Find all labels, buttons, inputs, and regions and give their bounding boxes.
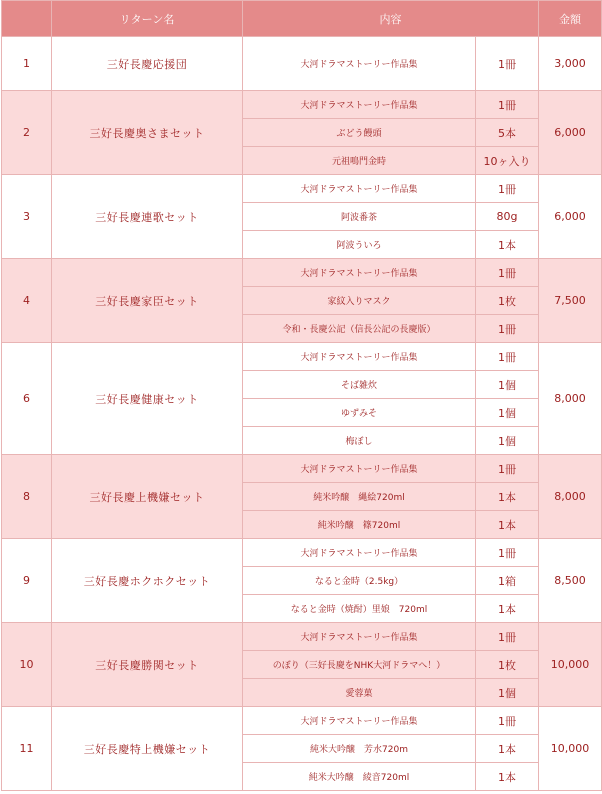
content-quantity: 1冊 xyxy=(476,37,539,91)
return-price: 10,000 xyxy=(539,707,602,791)
content-item: 愛蓉菓 xyxy=(243,679,476,707)
content-quantity: 1個 xyxy=(476,371,539,399)
return-price: 3,000 xyxy=(539,37,602,91)
content-item: なると金時（2.5kg） xyxy=(243,567,476,595)
content-quantity: 1冊 xyxy=(476,91,539,119)
return-price: 8,000 xyxy=(539,343,602,455)
return-number: 4 xyxy=(2,259,52,343)
content-item: ぶどう饅頭 xyxy=(243,119,476,147)
content-quantity: 1冊 xyxy=(476,259,539,287)
return-price: 10,000 xyxy=(539,623,602,707)
return-number: 3 xyxy=(2,175,52,259)
content-item: 純米大吟醸 芳水720m xyxy=(243,735,476,763)
table-row xyxy=(2,707,602,735)
content-quantity: 1冊 xyxy=(476,455,539,483)
table-row xyxy=(2,37,602,91)
return-name: 三好長慶勝関セット xyxy=(52,623,243,707)
table-row xyxy=(2,539,602,567)
return-number: 1 xyxy=(2,37,52,91)
content-item: のぼり（三好長慶をNHK大河ドラマへ！） xyxy=(243,651,476,679)
content-item: 阿波番茶 xyxy=(243,203,476,231)
content-quantity: 1個 xyxy=(476,427,539,455)
return-name: 三好長慶上機嫌セット xyxy=(52,455,243,539)
content-item: 梅ぼし xyxy=(243,427,476,455)
table-row xyxy=(2,455,602,483)
content-item: 大河ドラマストーリー作品集 xyxy=(243,259,476,287)
return-name: 三好長慶特上機嫌セット xyxy=(52,707,243,791)
content-item: そば雑炊 xyxy=(243,371,476,399)
return-name: 三好長慶健康セット xyxy=(52,343,243,455)
content-item: 阿波ういろ xyxy=(243,231,476,259)
content-item: ゆずみそ xyxy=(243,399,476,427)
header-no xyxy=(2,1,52,37)
content-quantity: 80g xyxy=(476,203,539,231)
content-quantity: 1本 xyxy=(476,231,539,259)
return-price: 8,000 xyxy=(539,455,602,539)
table-row xyxy=(2,175,602,203)
content-quantity: 1冊 xyxy=(476,343,539,371)
content-item: 大河ドラマストーリー作品集 xyxy=(243,623,476,651)
content-quantity: 1冊 xyxy=(476,539,539,567)
content-quantity: 1本 xyxy=(476,735,539,763)
content-quantity: 1個 xyxy=(476,679,539,707)
header-price: 金額 xyxy=(539,1,602,37)
return-name: 三好長慶家臣セット xyxy=(52,259,243,343)
return-price: 6,000 xyxy=(539,91,602,175)
return-price: 8,500 xyxy=(539,539,602,623)
table-body xyxy=(2,37,602,791)
return-name: 三好長慶ホクホクセット xyxy=(52,539,243,623)
return-number: 2 xyxy=(2,91,52,175)
content-quantity: 1冊 xyxy=(476,315,539,343)
header-return-name: リターン名 xyxy=(52,1,243,37)
table-row xyxy=(2,259,602,287)
table-row xyxy=(2,343,602,371)
content-quantity: 1枚 xyxy=(476,651,539,679)
table-row xyxy=(2,623,602,651)
content-quantity: 1枚 xyxy=(476,287,539,315)
content-quantity: 1本 xyxy=(476,763,539,791)
content-item: 純米吟醸 縄絵720ml xyxy=(243,483,476,511)
content-item: 大河ドラマストーリー作品集 xyxy=(243,455,476,483)
content-quantity: 1本 xyxy=(476,511,539,539)
return-price: 6,000 xyxy=(539,175,602,259)
returns-table xyxy=(1,0,602,791)
header-content: 内容 xyxy=(243,1,539,37)
content-item: 令和・長慶公記（信長公記の長慶版） xyxy=(243,315,476,343)
return-number: 11 xyxy=(2,707,52,791)
content-quantity: 1箱 xyxy=(476,567,539,595)
return-name: 三好長慶奥さまセット xyxy=(52,91,243,175)
content-item: 大河ドラマストーリー作品集 xyxy=(243,175,476,203)
content-quantity: 1個 xyxy=(476,399,539,427)
content-item: 大河ドラマストーリー作品集 xyxy=(243,37,476,91)
return-number: 8 xyxy=(2,455,52,539)
content-item: 大河ドラマストーリー作品集 xyxy=(243,707,476,735)
return-name: 三好長慶応援団 xyxy=(52,37,243,91)
content-quantity: 1本 xyxy=(476,483,539,511)
content-item: 純米吟醸 篠720ml xyxy=(243,511,476,539)
content-item: 大河ドラマストーリー作品集 xyxy=(243,343,476,371)
content-quantity: 1冊 xyxy=(476,707,539,735)
return-number: 10 xyxy=(2,623,52,707)
table-header-row xyxy=(2,1,602,37)
table-row xyxy=(2,91,602,119)
content-item: 大河ドラマストーリー作品集 xyxy=(243,539,476,567)
content-quantity: 1本 xyxy=(476,595,539,623)
return-name: 三好長慶連歌セット xyxy=(52,175,243,259)
content-quantity: 10ヶ入り xyxy=(476,147,539,175)
content-item: なると金時（焼酎）里娘 720ml xyxy=(243,595,476,623)
content-quantity: 1冊 xyxy=(476,175,539,203)
return-number: 9 xyxy=(2,539,52,623)
content-item: 元祖鳴門金時 xyxy=(243,147,476,175)
content-quantity: 1冊 xyxy=(476,623,539,651)
content-quantity: 5本 xyxy=(476,119,539,147)
content-item: 純米大吟醸 綾音720ml xyxy=(243,763,476,791)
content-item: 家紋入りマスク xyxy=(243,287,476,315)
return-price: 7,500 xyxy=(539,259,602,343)
content-item: 大河ドラマストーリー作品集 xyxy=(243,91,476,119)
return-number: 6 xyxy=(2,343,52,455)
